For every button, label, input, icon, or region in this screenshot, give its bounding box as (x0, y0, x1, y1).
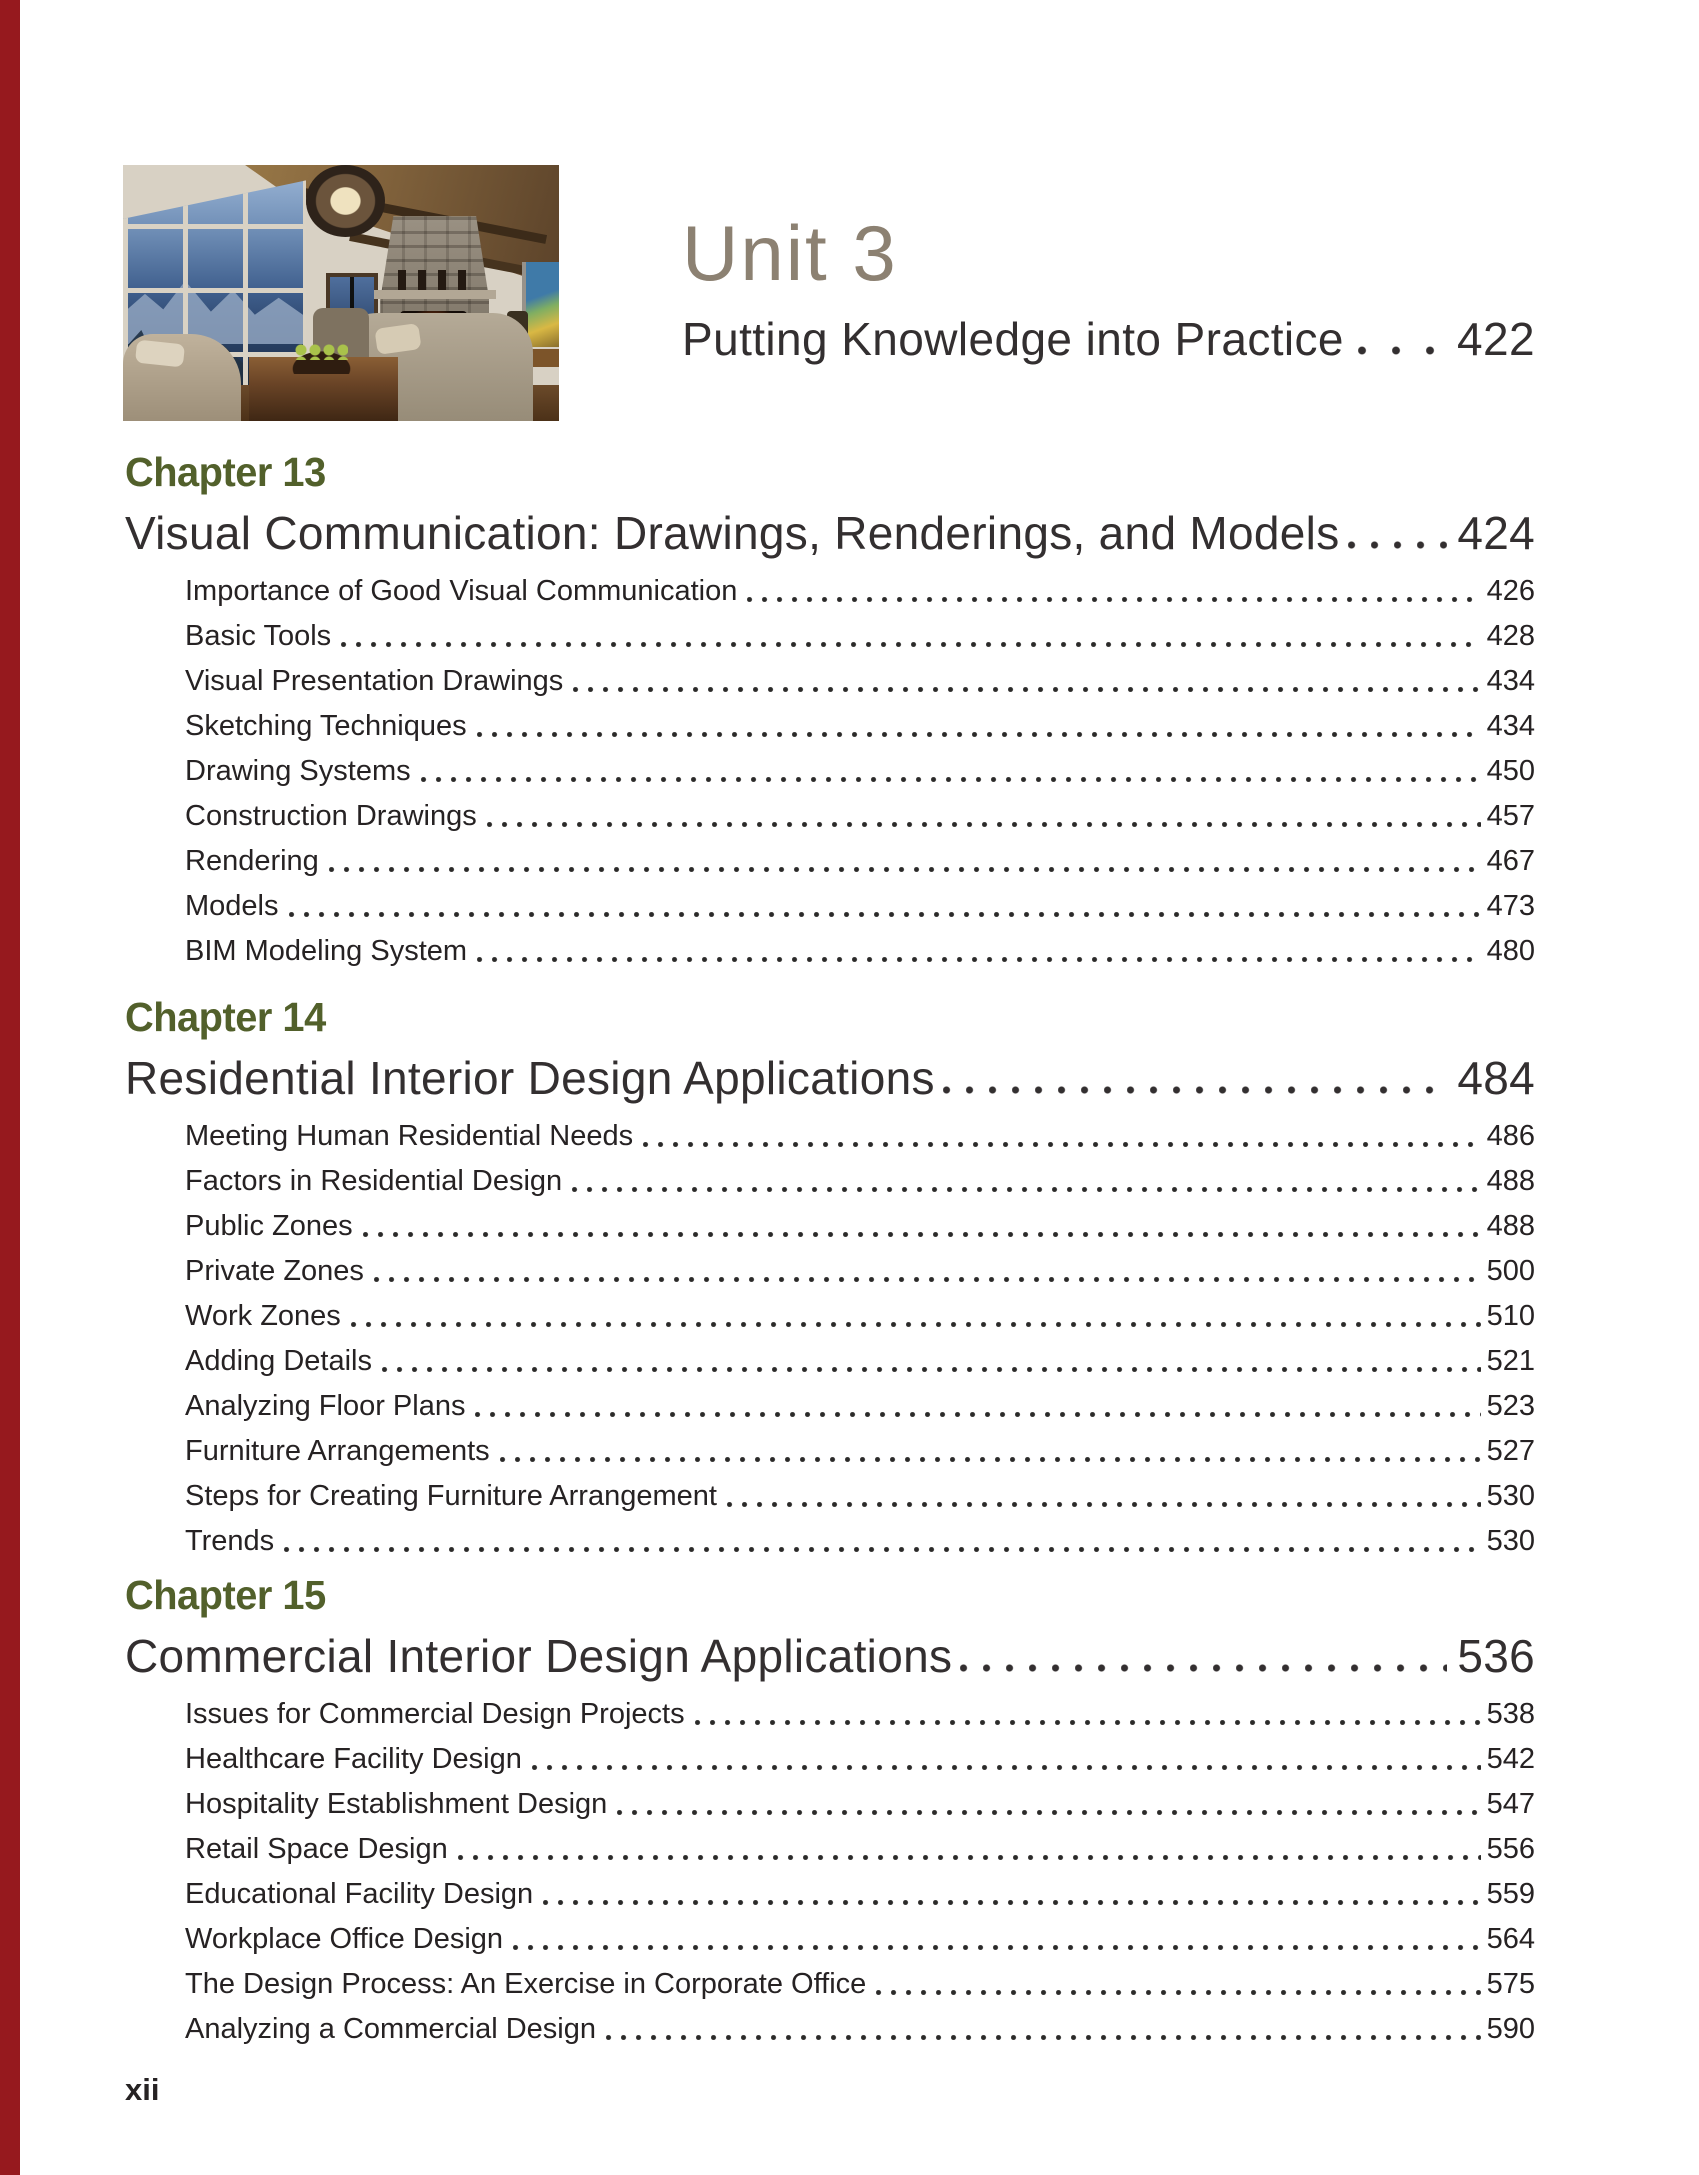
entry-label: Private Zones (185, 1255, 364, 1287)
unit-title: Putting Knowledge into Practice (682, 313, 1344, 365)
entry-page-number: 500 (1486, 1255, 1535, 1287)
dot-leader (341, 614, 1480, 659)
dot-leader (960, 1629, 1447, 1684)
entry-page-number: 564 (1486, 1923, 1535, 1955)
entry-page-number: 521 (1486, 1345, 1535, 1377)
entry-page-number: 488 (1486, 1165, 1535, 1197)
dot-leader (329, 839, 1481, 884)
page-folio: xii (125, 2072, 160, 2107)
dot-leader (374, 1249, 1481, 1294)
entry-label: Hospitality Establishment Design (185, 1788, 608, 1820)
entry-page-number: 426 (1486, 575, 1535, 607)
entry-label: Trends (185, 1525, 275, 1557)
entry-label: Analyzing Floor Plans (185, 1390, 466, 1422)
entry-page-number: 434 (1486, 710, 1535, 742)
toc-entry-row (185, 1294, 1535, 1339)
dot-leader (475, 1384, 1480, 1429)
dot-leader (617, 1782, 1480, 1827)
entry-page-number: 590 (1486, 2013, 1535, 2045)
dot-leader (573, 659, 1480, 704)
dot-leader (606, 2007, 1481, 2052)
chapter-13-title-row (125, 506, 1535, 561)
toc-entry-row (185, 1917, 1535, 1962)
toc-entry-row (185, 749, 1535, 794)
toc-entry-row (185, 1249, 1535, 1294)
dot-leader (543, 1872, 1480, 1917)
entry-page-number: 480 (1486, 935, 1535, 967)
entry-page-number: 523 (1486, 1390, 1535, 1422)
entry-page-number: 530 (1486, 1525, 1535, 1557)
chapter-14-entries (125, 1114, 1535, 1564)
entry-label: Analyzing a Commercial Design (185, 2013, 596, 2045)
entry-page-number: 559 (1486, 1878, 1535, 1910)
toc-entry-row (185, 1384, 1535, 1429)
entry-label: Drawing Systems (185, 755, 411, 787)
entry-label: Factors in Residential Design (185, 1165, 563, 1197)
toc-entry-row (185, 1737, 1535, 1782)
toc-entry-row (185, 1474, 1535, 1519)
entry-page-number: 486 (1486, 1120, 1535, 1152)
dot-leader (513, 1917, 1481, 1962)
dot-leader (351, 1294, 1481, 1339)
dot-leader (695, 1692, 1481, 1737)
entry-page-number: 473 (1486, 890, 1535, 922)
entry-page-number: 450 (1486, 755, 1535, 787)
chapter-page-number: 484 (1457, 1052, 1535, 1104)
dot-leader (643, 1114, 1480, 1159)
entry-label: Adding Details (185, 1345, 372, 1377)
toc-entry-row (185, 1827, 1535, 1872)
entry-label: Rendering (185, 845, 319, 877)
unit-page-number: 422 (1457, 313, 1535, 365)
entry-page-number: 488 (1486, 1210, 1535, 1242)
entry-label: Visual Presentation Drawings (185, 665, 564, 697)
dot-leader (500, 1429, 1481, 1474)
dot-leader (532, 1737, 1481, 1782)
toc-entry-row (185, 839, 1535, 884)
entry-label: Basic Tools (185, 620, 332, 652)
entry-page-number: 547 (1486, 1788, 1535, 1820)
entry-page-number: 428 (1486, 620, 1535, 652)
entry-page-number: 556 (1486, 1833, 1535, 1865)
dot-leader (477, 704, 1481, 749)
chapter-title: Commercial Interior Design Applications (125, 1630, 953, 1682)
entry-page-number: 457 (1486, 800, 1535, 832)
unit-number: Unit 3 (682, 209, 898, 297)
dot-leader (289, 884, 1481, 929)
entry-label: Issues for Commercial Design Projects (185, 1698, 685, 1730)
toc-entry-row (185, 1962, 1535, 2007)
photo-mantel-shelf (374, 290, 496, 299)
toc-entry-row (185, 1782, 1535, 1827)
entry-label: Healthcare Facility Design (185, 1743, 522, 1775)
chapter-15-title-row (125, 1629, 1535, 1684)
toc-entry-row (185, 1429, 1535, 1474)
chapter-13-heading: Chapter 13 (125, 449, 326, 495)
entry-page-number: 542 (1486, 1743, 1535, 1775)
entry-page-number: 510 (1486, 1300, 1535, 1332)
toc-entry-row (185, 1519, 1535, 1564)
entry-page-number: 434 (1486, 665, 1535, 697)
toc-entry-row (185, 1692, 1535, 1737)
photo-chandelier (306, 165, 384, 237)
entry-label: Models (185, 890, 279, 922)
photo-green-apples (295, 344, 347, 359)
toc-entry-row (185, 929, 1535, 974)
dot-leader (1358, 312, 1443, 367)
entry-label: Retail Space Design (185, 1833, 448, 1865)
toc-entry-row (185, 704, 1535, 749)
entry-page-number: 527 (1486, 1435, 1535, 1467)
dot-leader (382, 1339, 1481, 1384)
chapter-13-section (125, 449, 1535, 974)
photo-mantel-candles (398, 270, 468, 290)
chapter-14-section (125, 994, 1535, 1564)
entry-page-number: 530 (1486, 1480, 1535, 1512)
entry-label: Steps for Creating Furniture Arrangement (185, 1480, 717, 1512)
chapter-page-number: 536 (1457, 1630, 1535, 1682)
chapter-13-entries (125, 569, 1535, 974)
unit-title-row (682, 312, 1535, 367)
toc-entry-row (185, 1204, 1535, 1249)
page-edge-accent-bar (0, 0, 20, 2175)
toc-entry-row (185, 1339, 1535, 1384)
dot-leader (363, 1204, 1481, 1249)
entry-label: Work Zones (185, 1300, 341, 1332)
toc-entry-row (185, 794, 1535, 839)
dot-leader (876, 1962, 1480, 2007)
entry-label: Meeting Human Residential Needs (185, 1120, 634, 1152)
entry-label: Workplace Office Design (185, 1923, 504, 1955)
entry-label: Construction Drawings (185, 800, 477, 832)
dot-leader (572, 1159, 1480, 1204)
dot-leader (487, 794, 1481, 839)
entry-label: Importance of Good Visual Communication (185, 575, 738, 607)
toc-entry-row (185, 2007, 1535, 2052)
chapter-title: Visual Communication: Drawings, Renderings, and Models (125, 507, 1340, 559)
toc-entry-row (185, 1114, 1535, 1159)
entry-label: BIM Modeling System (185, 935, 468, 967)
toc-entry-row (185, 569, 1535, 614)
toc-entry-row (185, 884, 1535, 929)
entry-label: Sketching Techniques (185, 710, 467, 742)
entry-page-number: 575 (1486, 1968, 1535, 2000)
dot-leader (421, 749, 1481, 794)
chapter-title: Residential Interior Design Applications (125, 1052, 935, 1104)
dot-leader (458, 1827, 1481, 1872)
photo-pillow (135, 339, 185, 367)
entry-page-number: 467 (1486, 845, 1535, 877)
dot-leader (747, 569, 1480, 614)
toc-entry-row (185, 614, 1535, 659)
entry-label: Public Zones (185, 1210, 353, 1242)
entry-label: Educational Facility Design (185, 1878, 534, 1910)
dot-leader (943, 1051, 1448, 1106)
toc-entry-row (185, 1159, 1535, 1204)
entry-page-number: 538 (1486, 1698, 1535, 1730)
entry-label: Furniture Arrangements (185, 1435, 490, 1467)
toc-entry-row (185, 659, 1535, 704)
dot-leader (477, 929, 1481, 974)
chapter-15-entries (125, 1692, 1535, 2052)
chapter-14-heading: Chapter 14 (125, 994, 326, 1040)
chapter-15-section (125, 1572, 1535, 2052)
dot-leader (284, 1519, 1480, 1564)
dot-leader (727, 1474, 1481, 1519)
chapter-14-title-row (125, 1051, 1535, 1106)
toc-entry-row (185, 1872, 1535, 1917)
chapter-15-heading: Chapter 15 (125, 1572, 326, 1618)
dot-leader (1348, 506, 1448, 561)
unit-photo (123, 165, 559, 421)
unit-header (682, 209, 1535, 367)
chapter-page-number: 424 (1457, 507, 1535, 559)
entry-label: The Design Process: An Exercise in Corporate Office (185, 1968, 867, 2000)
